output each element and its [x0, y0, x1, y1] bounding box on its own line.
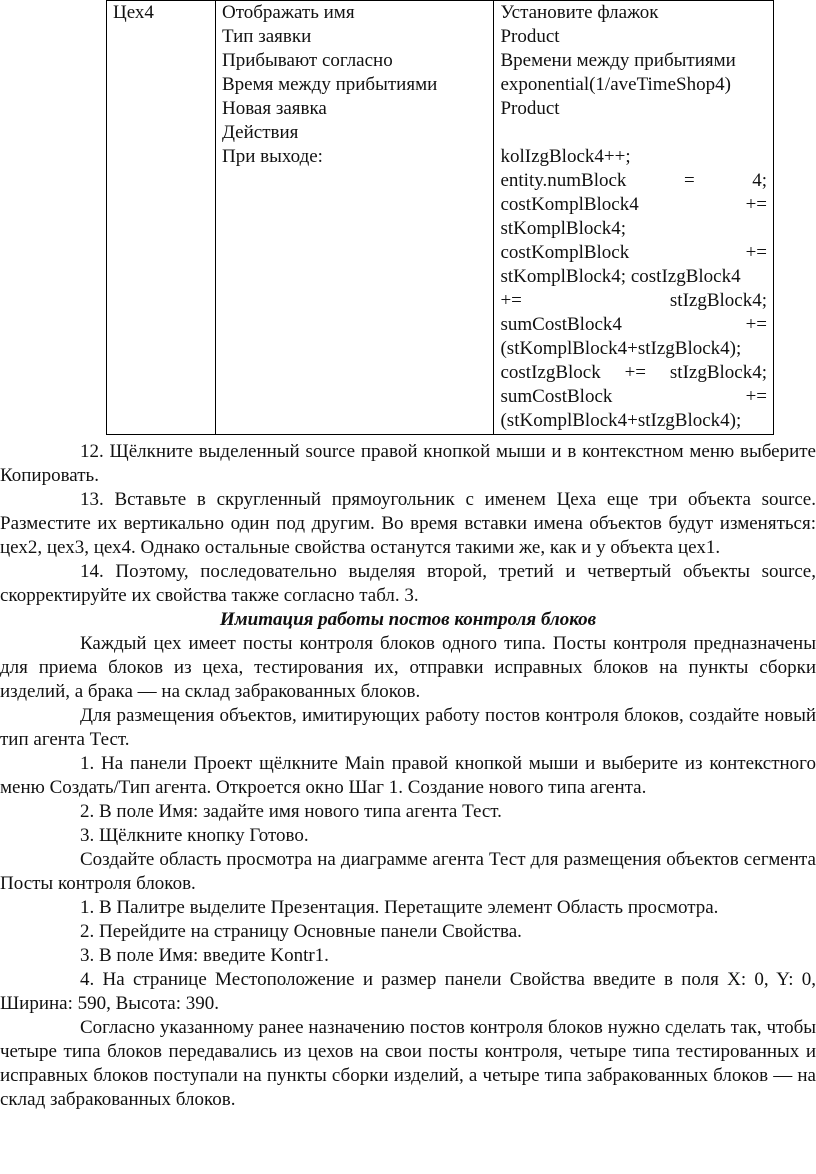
object-name: Цех4 [113, 2, 154, 23]
object-name-cell [107, 1, 216, 435]
code-token: stKomplBlock4; costIzgBlock4 [500, 266, 741, 287]
code-line [500, 409, 767, 433]
paragraph-step-12: 12. Щёлкните выделенный source правой кнопкой мыши и в контекстном меню выберите Копировать. [0, 441, 816, 486]
paragraph-step-1: 1. На панели Проект щёлкните Main правой кнопкой мыши и выберите из контекстного меню Создать/Тип агента. Откроется окно Шаг 1. Создание нового типа агента. [0, 753, 816, 798]
property-name: Время между прибытиями [221, 74, 438, 95]
paragraph-step-1: 1. В Палитре выделите Презентация. Перетащите элемент Область просмотра. [80, 897, 719, 918]
code-token: stIzgBlock4; [669, 290, 767, 311]
code-token: += [624, 362, 647, 383]
property-name: Тип заявки [221, 26, 312, 47]
paragraph-viewarea: Создайте область просмотра на диаграмме агента Тест для размещения объектов сегмента Посты контроля блоков. [0, 849, 816, 894]
on-exit-code [500, 145, 767, 433]
code-token: stKomplBlock4; [500, 218, 627, 239]
code-line [500, 169, 767, 193]
code-token: costKomplBlock4 [500, 194, 639, 215]
code-line [500, 145, 767, 169]
code-line [500, 313, 767, 337]
code-line [500, 361, 767, 385]
code-token: kolIzgBlock4++; [500, 146, 631, 167]
property-value: Product [500, 26, 560, 47]
property-names-cell [215, 1, 494, 435]
code-line [500, 337, 767, 361]
property-name: Действия [221, 122, 299, 143]
code-line [500, 265, 767, 289]
table-row [107, 1, 774, 435]
property-values-cell [494, 1, 774, 435]
code-token: sumCostBlock [500, 386, 613, 407]
code-token: += [745, 194, 767, 215]
property-name: Отображать имя [221, 2, 355, 23]
code-line [500, 241, 767, 265]
code-line [500, 289, 767, 313]
property-value: Установите флажок [500, 2, 659, 23]
properties-table [106, 0, 774, 435]
code-token: costIzgBlock [500, 362, 601, 383]
section-heading: Имитация работы постов контроля блоков [219, 609, 597, 630]
code-token: sumCostBlock4 [500, 314, 622, 335]
code-token: += [500, 290, 522, 311]
code-token: = [683, 170, 695, 191]
code-line [500, 217, 767, 241]
paragraph-step-3: 3. В поле Имя: введите Kontr1. [80, 945, 329, 966]
code-token: stIzgBlock4; [669, 362, 767, 383]
property-value: Product [500, 98, 560, 119]
paragraph-step-14: 14. Поэтому, последовательно выделяя второй, третий и четвертый объекты source, скорректируйте их свойства также согласно табл. 3. [0, 561, 816, 606]
code-token: entity.numBlock [500, 170, 627, 191]
body-text [0, 440, 816, 1112]
paragraph-final: Согласно указанному ранее назначению постов контроля блоков нужно сделать так, чтобы четыре типа блоков передавались из цехов на свои посты контроля, четыре типа тестированных и исправных блоков поступали на пункты сборки изделий, а четыре типа забракованных блоков — на склад забракованных блоков. [0, 1017, 816, 1110]
property-value: Времени между прибытиями [500, 50, 736, 71]
paragraph-intro: Каждый цех имеет посты контроля блоков одного типа. Посты контроля предназначены для приема блоков из цеха, тестирования их, отправки исправных блоков на пункты сборки изделий, а брака — на склад забракованных блоков. [0, 633, 816, 702]
code-line [500, 385, 767, 409]
code-token: 4; [752, 170, 767, 191]
code-token: += [745, 386, 767, 407]
property-name: При выходе: [221, 146, 323, 167]
code-token: += [745, 242, 767, 263]
paragraph-step-2: 2. В поле Имя: задайте имя нового типа агента Тест. [80, 801, 502, 822]
code-token: (stKomplBlock4+stIzgBlock4); [500, 410, 742, 431]
property-value: exponential(1/aveTimeShop4) [500, 74, 731, 95]
code-token: costKomplBlock [500, 242, 630, 263]
blank-line [500, 121, 767, 145]
paragraph-step-4: 4. На странице Местоположение и размер панели Свойства введите в поля X: 0, Y: 0, Ширина: 590, Высота: 390. [0, 969, 816, 1014]
paragraph-step-13: 13. Вставьте в скругленный прямоугольник с именем Цеха еще три объекта source. Разместите их вертикально один под другим. Во время вставки имена объектов будут изменяться: цех2, цех3, цех4. Однако остальные свойства останутся такими же, как и у объекта цех1. [0, 489, 816, 558]
paragraph-intro: Для размещения объектов, имитирующих работу постов контроля блоков, создайте новый тип агента Тест. [0, 705, 816, 750]
property-name: Прибывают согласно [221, 50, 393, 71]
code-line [500, 193, 767, 217]
property-name: Новая заявка [221, 98, 327, 119]
paragraph-step-3: 3. Щёлкните кнопку Готово. [80, 825, 309, 846]
paragraph-step-2: 2. Перейдите на страницу Основные панели Свойства. [80, 921, 522, 942]
code-token: += [745, 314, 767, 335]
code-token: (stKomplBlock4+stIzgBlock4); [500, 338, 742, 359]
